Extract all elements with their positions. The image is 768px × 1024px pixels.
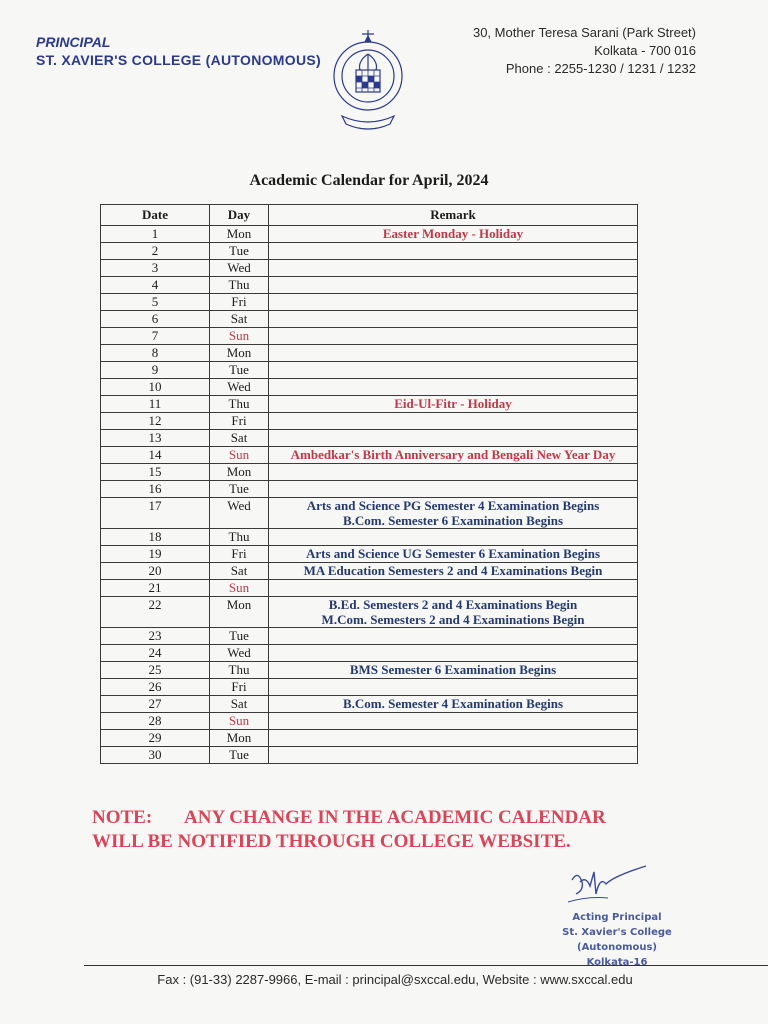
day-cell: Mon [210, 464, 269, 481]
table-row [101, 713, 638, 730]
remark-cell: Easter Monday - Holiday [269, 226, 638, 243]
day-cell: Mon [210, 730, 269, 747]
date-cell: 24 [101, 645, 210, 662]
table-row [101, 481, 638, 498]
table-header-row [101, 205, 638, 226]
remark-cell [269, 580, 638, 597]
remark-cell [269, 430, 638, 447]
date-cell: 19 [101, 546, 210, 563]
table-row [101, 464, 638, 481]
date-cell: 8 [101, 345, 210, 362]
signature-title: Acting Principal [572, 912, 662, 923]
date-cell: 13 [101, 430, 210, 447]
day-cell: Tue [210, 362, 269, 379]
day-cell: Sun [210, 447, 269, 464]
table-row [101, 328, 638, 345]
remark-cell [269, 713, 638, 730]
remark-cell [269, 345, 638, 362]
calendar-note [92, 806, 606, 854]
remark-cell [269, 481, 638, 498]
day-cell: Fri [210, 546, 269, 563]
day-cell: Mon [210, 226, 269, 243]
date-cell: 10 [101, 379, 210, 396]
remark-cell [269, 413, 638, 430]
date-cell: 14 [101, 447, 210, 464]
table-row [101, 730, 638, 747]
day-cell: Thu [210, 396, 269, 413]
date-cell: 30 [101, 747, 210, 764]
date-cell: 2 [101, 243, 210, 260]
table-row [101, 226, 638, 243]
date-cell: 25 [101, 662, 210, 679]
remark-cell [269, 294, 638, 311]
day-cell: Sat [210, 563, 269, 580]
date-cell: 20 [101, 563, 210, 580]
remark-line-1: B.Ed. Semesters 2 and 4 Examinations Begin [328, 597, 578, 612]
remark-cell: BMS Semester 6 Examination Begins [269, 662, 638, 679]
day-cell: Fri [210, 679, 269, 696]
date-cell: 12 [101, 413, 210, 430]
day-cell: Thu [210, 529, 269, 546]
footer-divider [84, 965, 768, 966]
date-cell: 15 [101, 464, 210, 481]
signature-college: St. Xavier's College [562, 927, 672, 938]
remark-cell [269, 328, 638, 345]
remark-cell [269, 679, 638, 696]
note-line-1: ANY CHANGE IN THE ACADEMIC CALENDAR [184, 807, 606, 828]
remark-line-2: B.Com. Semester 6 Examination Begins [342, 513, 564, 528]
table-row [101, 679, 638, 696]
note-label: NOTE: [92, 807, 153, 828]
day-cell: Tue [210, 243, 269, 260]
day-cell: Sat [210, 696, 269, 713]
table-row [101, 396, 638, 413]
table-row [101, 662, 638, 679]
table-row [101, 447, 638, 464]
table-row [101, 529, 638, 546]
remark-cell: B.Com. Semester 4 Examination Begins [269, 696, 638, 713]
remark-cell [269, 529, 638, 546]
signature-scribble-icon [560, 860, 660, 910]
remark-cell: Arts and Science UG Semester 6 Examination Begins [269, 546, 638, 563]
table-row [101, 362, 638, 379]
date-cell: 28 [101, 713, 210, 730]
day-cell: Thu [210, 662, 269, 679]
remark-cell [269, 260, 638, 277]
date-cell: 29 [101, 730, 210, 747]
day-cell: Fri [210, 294, 269, 311]
day-cell: Wed [210, 260, 269, 277]
table-row [101, 379, 638, 396]
day-cell: Fri [210, 413, 269, 430]
note-line-2: WILL BE NOTIFIED THROUGH COLLEGE WEBSITE. [92, 831, 571, 852]
remark-cell [269, 464, 638, 481]
table-row [101, 294, 638, 311]
remark-cell [269, 628, 638, 645]
college-seal-icon [328, 30, 408, 134]
day-cell: Wed [210, 379, 269, 396]
remark-cell: MA Education Semesters 2 and 4 Examinations Begin [269, 563, 638, 580]
remark-cell [269, 362, 638, 379]
day-cell: Tue [210, 747, 269, 764]
date-cell: 6 [101, 311, 210, 328]
date-cell: 22 [101, 597, 210, 628]
remark-cell [269, 311, 638, 328]
letterhead-left [36, 34, 321, 68]
table-row [101, 628, 638, 645]
signature-block [552, 910, 682, 970]
remark-cell [269, 498, 638, 529]
header-date: Date [101, 205, 210, 226]
address-line-1: 30, Mother Teresa Sarani (Park Street) [472, 25, 696, 40]
day-cell: Wed [210, 645, 269, 662]
day-cell: Sun [210, 328, 269, 345]
date-cell: 3 [101, 260, 210, 277]
date-cell: 17 [101, 498, 210, 529]
principal-label: PRINCIPAL [36, 34, 111, 50]
day-cell: Sat [210, 430, 269, 447]
day-cell: Thu [210, 277, 269, 294]
letterhead-address [473, 24, 696, 78]
date-cell: 16 [101, 481, 210, 498]
table-row [101, 563, 638, 580]
remark-cell: Eid-Ul-Fitr - Holiday [269, 396, 638, 413]
remark-cell [269, 379, 638, 396]
table-row [101, 277, 638, 294]
date-cell: 11 [101, 396, 210, 413]
table-row [101, 597, 638, 628]
calendar-title: Academic Calendar for April, 2024 [249, 172, 489, 189]
table-row [101, 747, 638, 764]
signature-city: Kolkata-16 [586, 957, 648, 968]
remark-cell [269, 243, 638, 260]
date-cell: 21 [101, 580, 210, 597]
remark-cell: Ambedkar's Birth Anniversary and Bengali New Year Day [269, 447, 638, 464]
remark-cell [269, 645, 638, 662]
table-row [101, 696, 638, 713]
footer-contact: Fax : (91-33) 2287-9966, E-mail : principal@sxccal.edu, Website : www.sxccal.edu [157, 972, 633, 987]
table-row [101, 311, 638, 328]
header-day: Day [210, 205, 269, 226]
remark-cell [269, 730, 638, 747]
remark-cell [269, 747, 638, 764]
table-row [101, 546, 638, 563]
day-cell: Tue [210, 628, 269, 645]
table-row [101, 498, 638, 529]
date-cell: 5 [101, 294, 210, 311]
date-cell: 23 [101, 628, 210, 645]
day-cell: Mon [210, 345, 269, 362]
phone-number: Phone : 2255-1230 / 1231 / 1232 [505, 61, 696, 76]
college-name: ST. XAVIER'S COLLEGE (AUTONOMOUS) [36, 52, 321, 68]
day-cell: Tue [210, 481, 269, 498]
day-cell: Sat [210, 311, 269, 328]
date-cell: 4 [101, 277, 210, 294]
remark-line-2: M.Com. Semesters 2 and 4 Examinations Begin [321, 612, 585, 627]
address-line-2: Kolkata - 700 016 [594, 43, 696, 58]
date-cell: 27 [101, 696, 210, 713]
table-row [101, 580, 638, 597]
day-cell: Sun [210, 713, 269, 730]
remark-cell [269, 597, 638, 628]
remark-cell [269, 277, 638, 294]
header-remark: Remark [269, 205, 638, 226]
table-row [101, 260, 638, 277]
date-cell: 18 [101, 529, 210, 546]
date-cell: 9 [101, 362, 210, 379]
table-row [101, 645, 638, 662]
table-row [101, 345, 638, 362]
table-row [101, 430, 638, 447]
date-cell: 26 [101, 679, 210, 696]
table-row [101, 243, 638, 260]
table-row [101, 413, 638, 430]
calendar-table [100, 204, 638, 764]
signature-autonomous: (Autonomous) [577, 942, 657, 953]
day-cell: Sun [210, 580, 269, 597]
day-cell: Mon [210, 597, 269, 628]
date-cell: 7 [101, 328, 210, 345]
remark-line-1: Arts and Science PG Semester 4 Examination Begins [306, 498, 600, 513]
day-cell: Wed [210, 498, 269, 529]
date-cell: 1 [101, 226, 210, 243]
